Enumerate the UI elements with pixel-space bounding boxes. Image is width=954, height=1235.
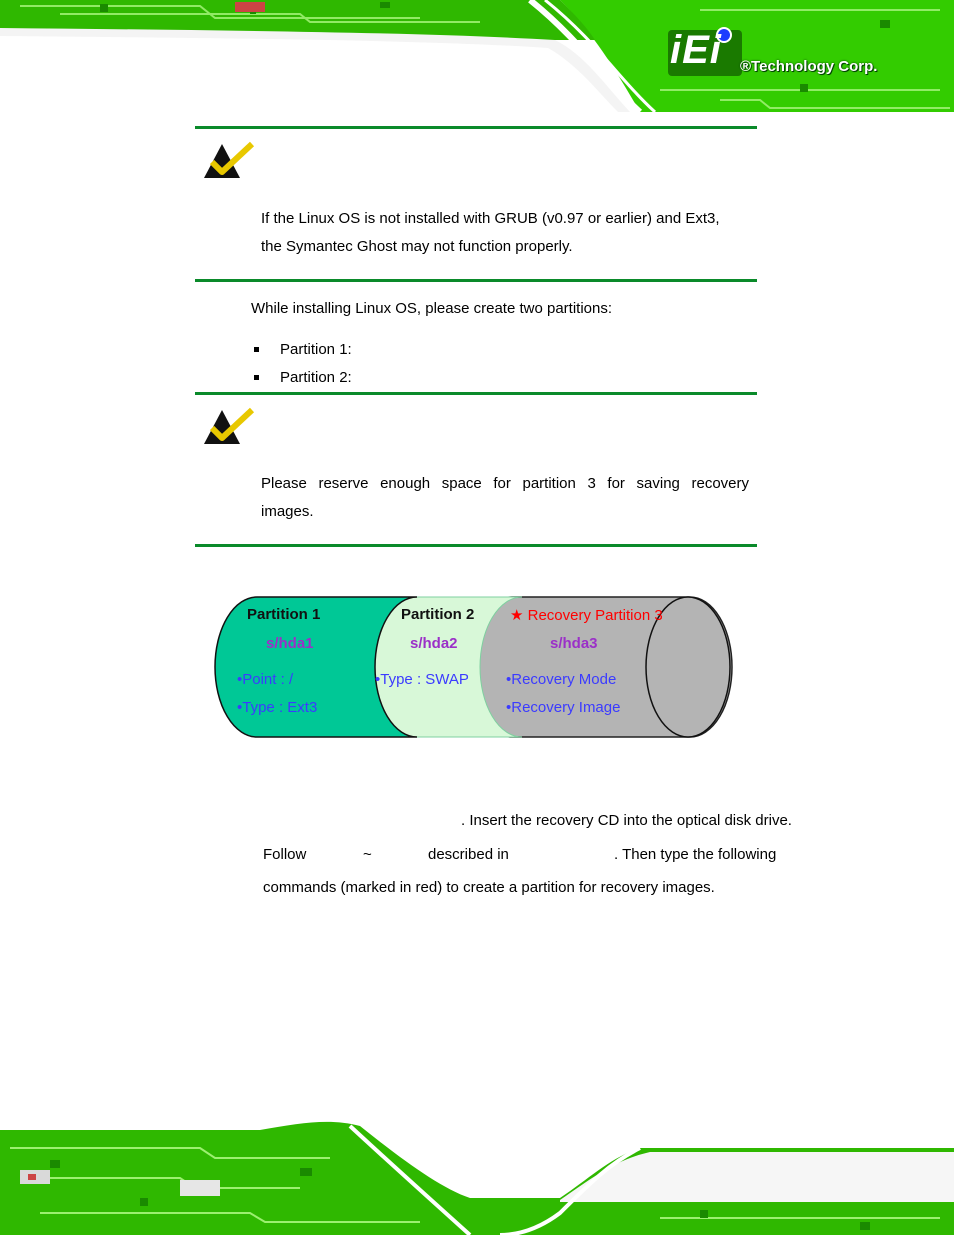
instruction-then: . Then type the following [614, 846, 777, 863]
note1-bottom-rule [195, 279, 757, 282]
partition1-device: s/hda1 [266, 635, 314, 652]
instruction-described: described in [428, 846, 509, 863]
instruction-tilde: ~ [363, 846, 372, 863]
bullet-icon [254, 347, 259, 352]
checkmark-note-icon [204, 136, 256, 184]
note1-top-rule [195, 126, 757, 129]
instruction-line1: . Insert the recovery CD into the optical disk drive. [461, 812, 792, 829]
partition3-device: s/hda3 [550, 635, 598, 652]
bullet-icon [254, 375, 259, 380]
instruction-follow: Follow [263, 846, 307, 863]
checkmark-note-icon [204, 402, 256, 450]
note1-text-line2: the Symantec Ghost may not function properly. [261, 238, 573, 255]
brand-name: ®Technology Corp. [740, 58, 878, 75]
note2-bottom-rule [195, 544, 757, 547]
note2-top-rule [195, 392, 757, 395]
partition3-image: •Recovery Image [506, 699, 621, 716]
note2-text-line1: Please reserve enough space for partition 3 for saving recovery [261, 475, 749, 492]
logo: iEi [670, 28, 722, 72]
partition3-title: ★ Recovery Partition 3 [510, 607, 663, 624]
list-item: Partition 1: [280, 341, 352, 358]
header-banner [0, 0, 954, 112]
instruction-line3: commands (marked in red) to create a partition for recovery images. [263, 879, 715, 896]
partition1-title: Partition 1 [247, 606, 321, 623]
partition2-type: •Type : SWAP [375, 671, 469, 688]
partitions-intro: While installing Linux OS, please create two partitions: [251, 300, 613, 317]
note1-text-line1: If the Linux OS is not installed with GRUB (v0.97 or earlier) and Ext3, [261, 210, 720, 227]
partition2-title: Partition 2 [401, 606, 475, 623]
partition3-mode: •Recovery Mode [506, 671, 617, 688]
list-item: Partition 2: [280, 369, 352, 386]
partition1-type: •Type : Ext3 [237, 699, 318, 716]
note2-text-line2: images. [261, 503, 314, 520]
footer-banner [0, 1118, 954, 1235]
partition2-device: s/hda2 [410, 635, 458, 652]
partition1-point: •Point : / [237, 671, 294, 688]
